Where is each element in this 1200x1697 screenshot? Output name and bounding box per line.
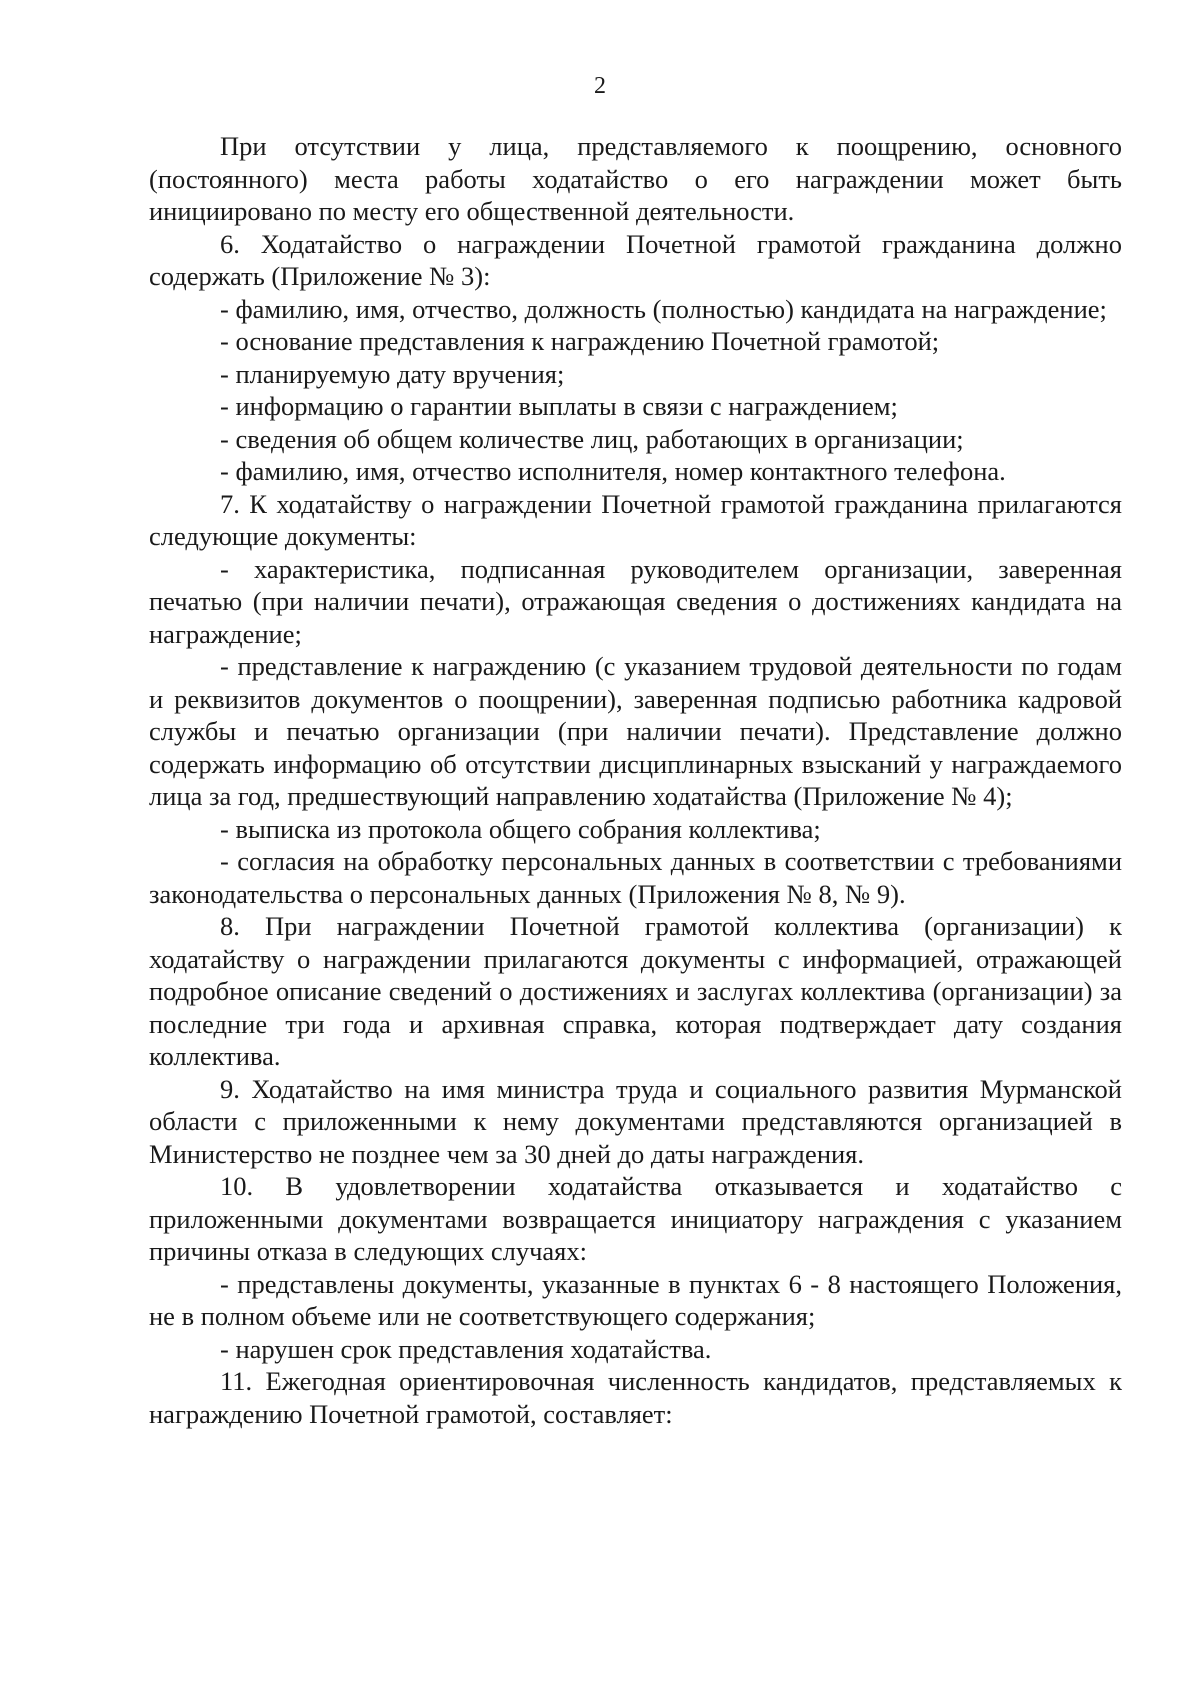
paragraph-item-9: 9. Ходатайство на имя министра труда и социального развития Мурманской области с приложенными к нему документами представляются организацией в Министерство не позднее чем за 30 дней до даты награждения. xyxy=(149,1073,1122,1169)
list-item-payment-guarantee: - информацию о гарантии выплаты в связи с награждением; xyxy=(220,391,898,421)
list-item-incomplete-documents: - представлены документы, указанные в пунктах 6 - 8 настоящего Положения, не в полном объеме или не соответствующего содержания; xyxy=(149,1268,1122,1331)
list-item-consent: - согласия на обработку персональных данных в соответствии с требованиями законодательства о персональных данных (Приложения № 8, № 9). xyxy=(149,846,1122,909)
list-item-protocol-extract: - выписка из протокола общего собрания коллектива; xyxy=(220,813,821,844)
list-item-contact: - фамилию, имя, отчество исполнителя, номер контактного телефона. xyxy=(220,456,1006,486)
list-item-full-name: - фамилию, имя, отчество, должность (полностью) кандидата на награждение; xyxy=(220,293,1107,324)
page-number: 2 xyxy=(594,73,606,99)
list-item-planned-date: - планируемую дату вручения; xyxy=(220,358,565,389)
list-item-employee-count: - сведения об общем количестве лиц, работающих в организации; xyxy=(220,423,964,454)
paragraph-item-11: 11. Ежегодная ориентировочная численность кандидатов, представляемых к награждению Почетной грамотой, составляет: xyxy=(149,1366,1122,1429)
list-item-basis: - основание представления к награждению Почетной грамотой; xyxy=(220,326,940,356)
list-item-nomination: - представление к награждению (с указанием трудовой деятельности по годам и реквизитов документов о поощрении), заверенная подписью работника кадровой службы и печатью организации (при наличии печати). Представление должно содержать информацию об отсутствии дисциплинарных взысканий у награждаемого лица за год, предшествующий направлению ходатайства (Приложение № 4); xyxy=(149,651,1122,811)
paragraph-item-10: 10. В удовлетворении ходатайства отказывается и ходатайство с приложенными документами возвращается инициатору награждения с указанием причины отказа в следующих случаях: xyxy=(149,1171,1122,1266)
list-item-deadline-violation: - нарушен срок представления ходатайства. xyxy=(220,1333,712,1364)
paragraph-item-8: 8. При награждении Почетной грамотой коллектива (организации) к ходатайству о награждении прилагаются документы с информацией, отражающей подробное описание сведений о достижениях и заслугах коллектива (организации) за последние три года и архивная справка, которая подтверждает дату создания коллектива. xyxy=(149,911,1122,1071)
paragraph-workplace-absence: При отсутствии у лица, представляемого к поощрению, основного (постоянного) места работы ходатайство о его награждении может быть инициировано по месту его общественной деятельности. xyxy=(149,131,1122,226)
document-body xyxy=(149,130,1122,1430)
paragraph-item-7: 7. К ходатайству о награждении Почетной грамотой гражданина прилагаются следующие документы: xyxy=(149,488,1122,551)
paragraph-item-6: 6. Ходатайство о награждении Почетной грамотой гражданина должно содержать (Приложение № 3): xyxy=(149,228,1122,291)
list-item-characteristic: - характеристика, подписанная руководителем организации, заверенная печатью (при наличии печати), отражающая сведения о достижениях кандидата на награждение; xyxy=(149,553,1122,649)
